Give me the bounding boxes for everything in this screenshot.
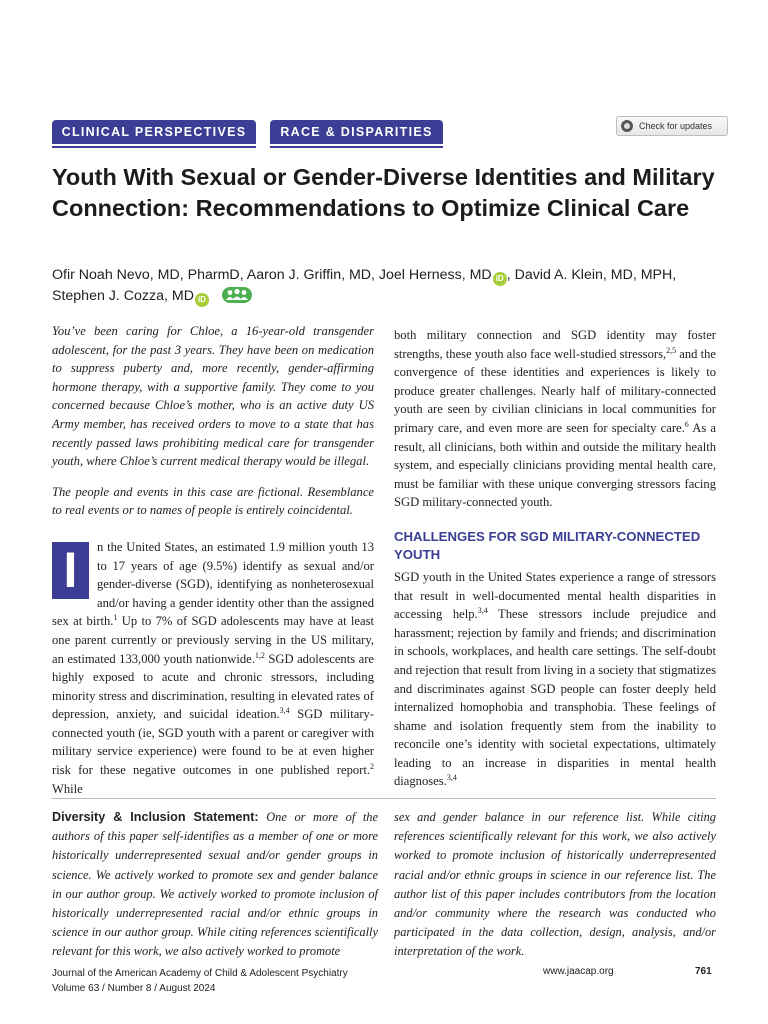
body-text: As a result, all clinicians, both within and outside the military health system, and especially clinicians providing mental health care, must be familiar with these unique converging stressors facing SGD military-connected youth.: [394, 420, 717, 510]
check-for-updates-button[interactable]: [616, 116, 728, 136]
diversity-statement-label: Diversity & Inclusion Statement:: [52, 810, 259, 824]
author-names-2: , David A. Klein, MD, MPH,: [506, 267, 677, 283]
continuation-paragraph: [394, 326, 716, 512]
reference-link[interactable]: 6: [684, 419, 689, 429]
article-title: Youth With Sexual or Gender-Diverse Identities and Military Connection: Recommendations to Optimize Clinical Care: [52, 164, 715, 221]
crossmark-icon: [621, 120, 633, 132]
body-text: and the convergence of these identities and experiences is likely to produce greater challenges. Nearly half of military-connected youth are seen by civilian clinicians in local communities for primary care, and even more are seen for specialty care.: [394, 346, 716, 435]
group-icon: [221, 286, 253, 304]
reference-link[interactable]: 3,4: [446, 773, 457, 783]
orcid-icon[interactable]: iD: [195, 293, 209, 307]
section-heading: CHALLENGES FOR SGD MILITARY-CONNECTED YOUTH: [394, 528, 701, 562]
journal-footer: [52, 966, 348, 996]
check-for-updates-label: Check for updates: [639, 121, 713, 131]
intro-text: n the United States, an estimated 1.9 million youth 13 to 17 years of age (9.5%) identify as sexual and/or gender-diverse (SGD), identifying as nonheterosexual and/or having a gender identity other than the assigned sex at birth.: [52, 539, 374, 629]
page-number: 761: [695, 966, 712, 977]
body-text: These stressors include prejudice and harassment; rejection by family and friends; and discrimination in schools, workplaces, and health care settings. The self-doubt and rejection that result from living in a society that stigmatizes and discriminates against SGD people can foster deeply held internalized homophobia and transphobia. These feelings of shame and isolation frequently stem from the inability to reconcile one’s identity with societal expectations, ultimately leading to an increase in disparities in mental health diagnoses.: [394, 607, 716, 789]
fiction-disclaimer: The people and events in this case are fictional. Resemblance to real events or to names of people is entirely coincidental.: [52, 484, 374, 518]
divider: [52, 798, 716, 799]
diversity-text: One or more of the authors of this paper self-identifies as a member of one or more historically underrepresented sexual and/or gender groups in science. We actively worked to promote sex and gender balance in our author group. We actively worked to promote inclusion of historically underrepresented racial and/or ethnic groups in science in our author group. While citing references scientifically relevant for this work, we also actively worked to promote: [52, 810, 378, 959]
category-tag-race-disparities[interactable]: RACE & DISPARITIES: [270, 120, 443, 144]
intro-text: SGD adolescents are highly exposed to acute and chronic stressors, including minority stress and discrimination, resulting in elevated rates of depression, anxiety, and suicidal ideation.: [52, 651, 374, 722]
issue-info: Volume 63 / Number 8 / August 2024: [52, 983, 216, 994]
diversity-statement-left: [52, 808, 378, 962]
author-list: [52, 265, 732, 307]
left-column: [52, 322, 374, 798]
journal-url-link[interactable]: www.jaacap.org: [543, 966, 614, 977]
section-paragraph: [394, 568, 716, 791]
right-column: [394, 326, 716, 791]
body-text: SGD youth in the United States experience a range of stressors that result in well-documented mental health disparities in accessing help.: [394, 569, 716, 622]
diversity-statement-right: sex and gender balance in our reference list. While citing references scientifically relevant for this work, we also actively worked to promote inclusion of historically underrepresented racial and/or ethnic groups in science in our reference list. The author list of this paper includes contributors from the location and/or community where the research was conducted who participated in the data collection, design, analysis, and/or interpretation of the work.: [394, 810, 716, 959]
intro-text: Up to 7% of SGD adolescents may have at least one parent currently or previously serving in the US military, an estimated 133,000 youth nationwide.: [52, 614, 374, 666]
case-vignette: You’ve been caring for Chloe, a 16-year-old transgender adolescent, for the past 3 years. They have been on medication to suppress puberty and, more recently, gender-affirming hormone therapy, with a supportive family. They come to you concerned because Chloe’s mother, who is an active duty US Army member, has received orders to move to a state that has recently passed laws prohibiting medical care for transgender youth, where Chloe’s current medical therapy would be illegal.: [52, 324, 374, 469]
reference-link[interactable]: 3,4: [279, 706, 290, 716]
reference-link[interactable]: 2,5: [666, 345, 677, 355]
intro-text: SGD military-connected youth (ie, SGD youth with a parent or caregiver with military service experience) were found to be at even higher risk for these negative outcomes in one published report.: [52, 707, 374, 778]
author-names-3: Stephen J. Cozza, MD: [52, 288, 194, 304]
intro-text: While: [52, 781, 83, 796]
category-tag-clinical-perspectives[interactable]: CLINICAL PERSPECTIVES: [52, 120, 256, 144]
drop-cap: I: [52, 542, 89, 599]
reference-link[interactable]: 1: [113, 613, 118, 623]
body-text: both military connection and SGD identity may foster strengths, these youth also face well-studied stressors,: [394, 328, 716, 361]
reference-link[interactable]: 2: [370, 761, 374, 771]
intro-paragraph: [52, 538, 374, 798]
journal-name: Journal of the American Academy of Child & Adolescent Psychiatry: [52, 968, 348, 979]
orcid-icon[interactable]: iD: [493, 272, 507, 286]
author-names-1: Ofir Noah Nevo, MD, PharmD, Aaron J. Griffin, MD, Joel Herness, MD: [52, 267, 492, 283]
reference-link[interactable]: 1,2: [254, 650, 265, 660]
reference-link[interactable]: 3,4: [477, 605, 488, 615]
